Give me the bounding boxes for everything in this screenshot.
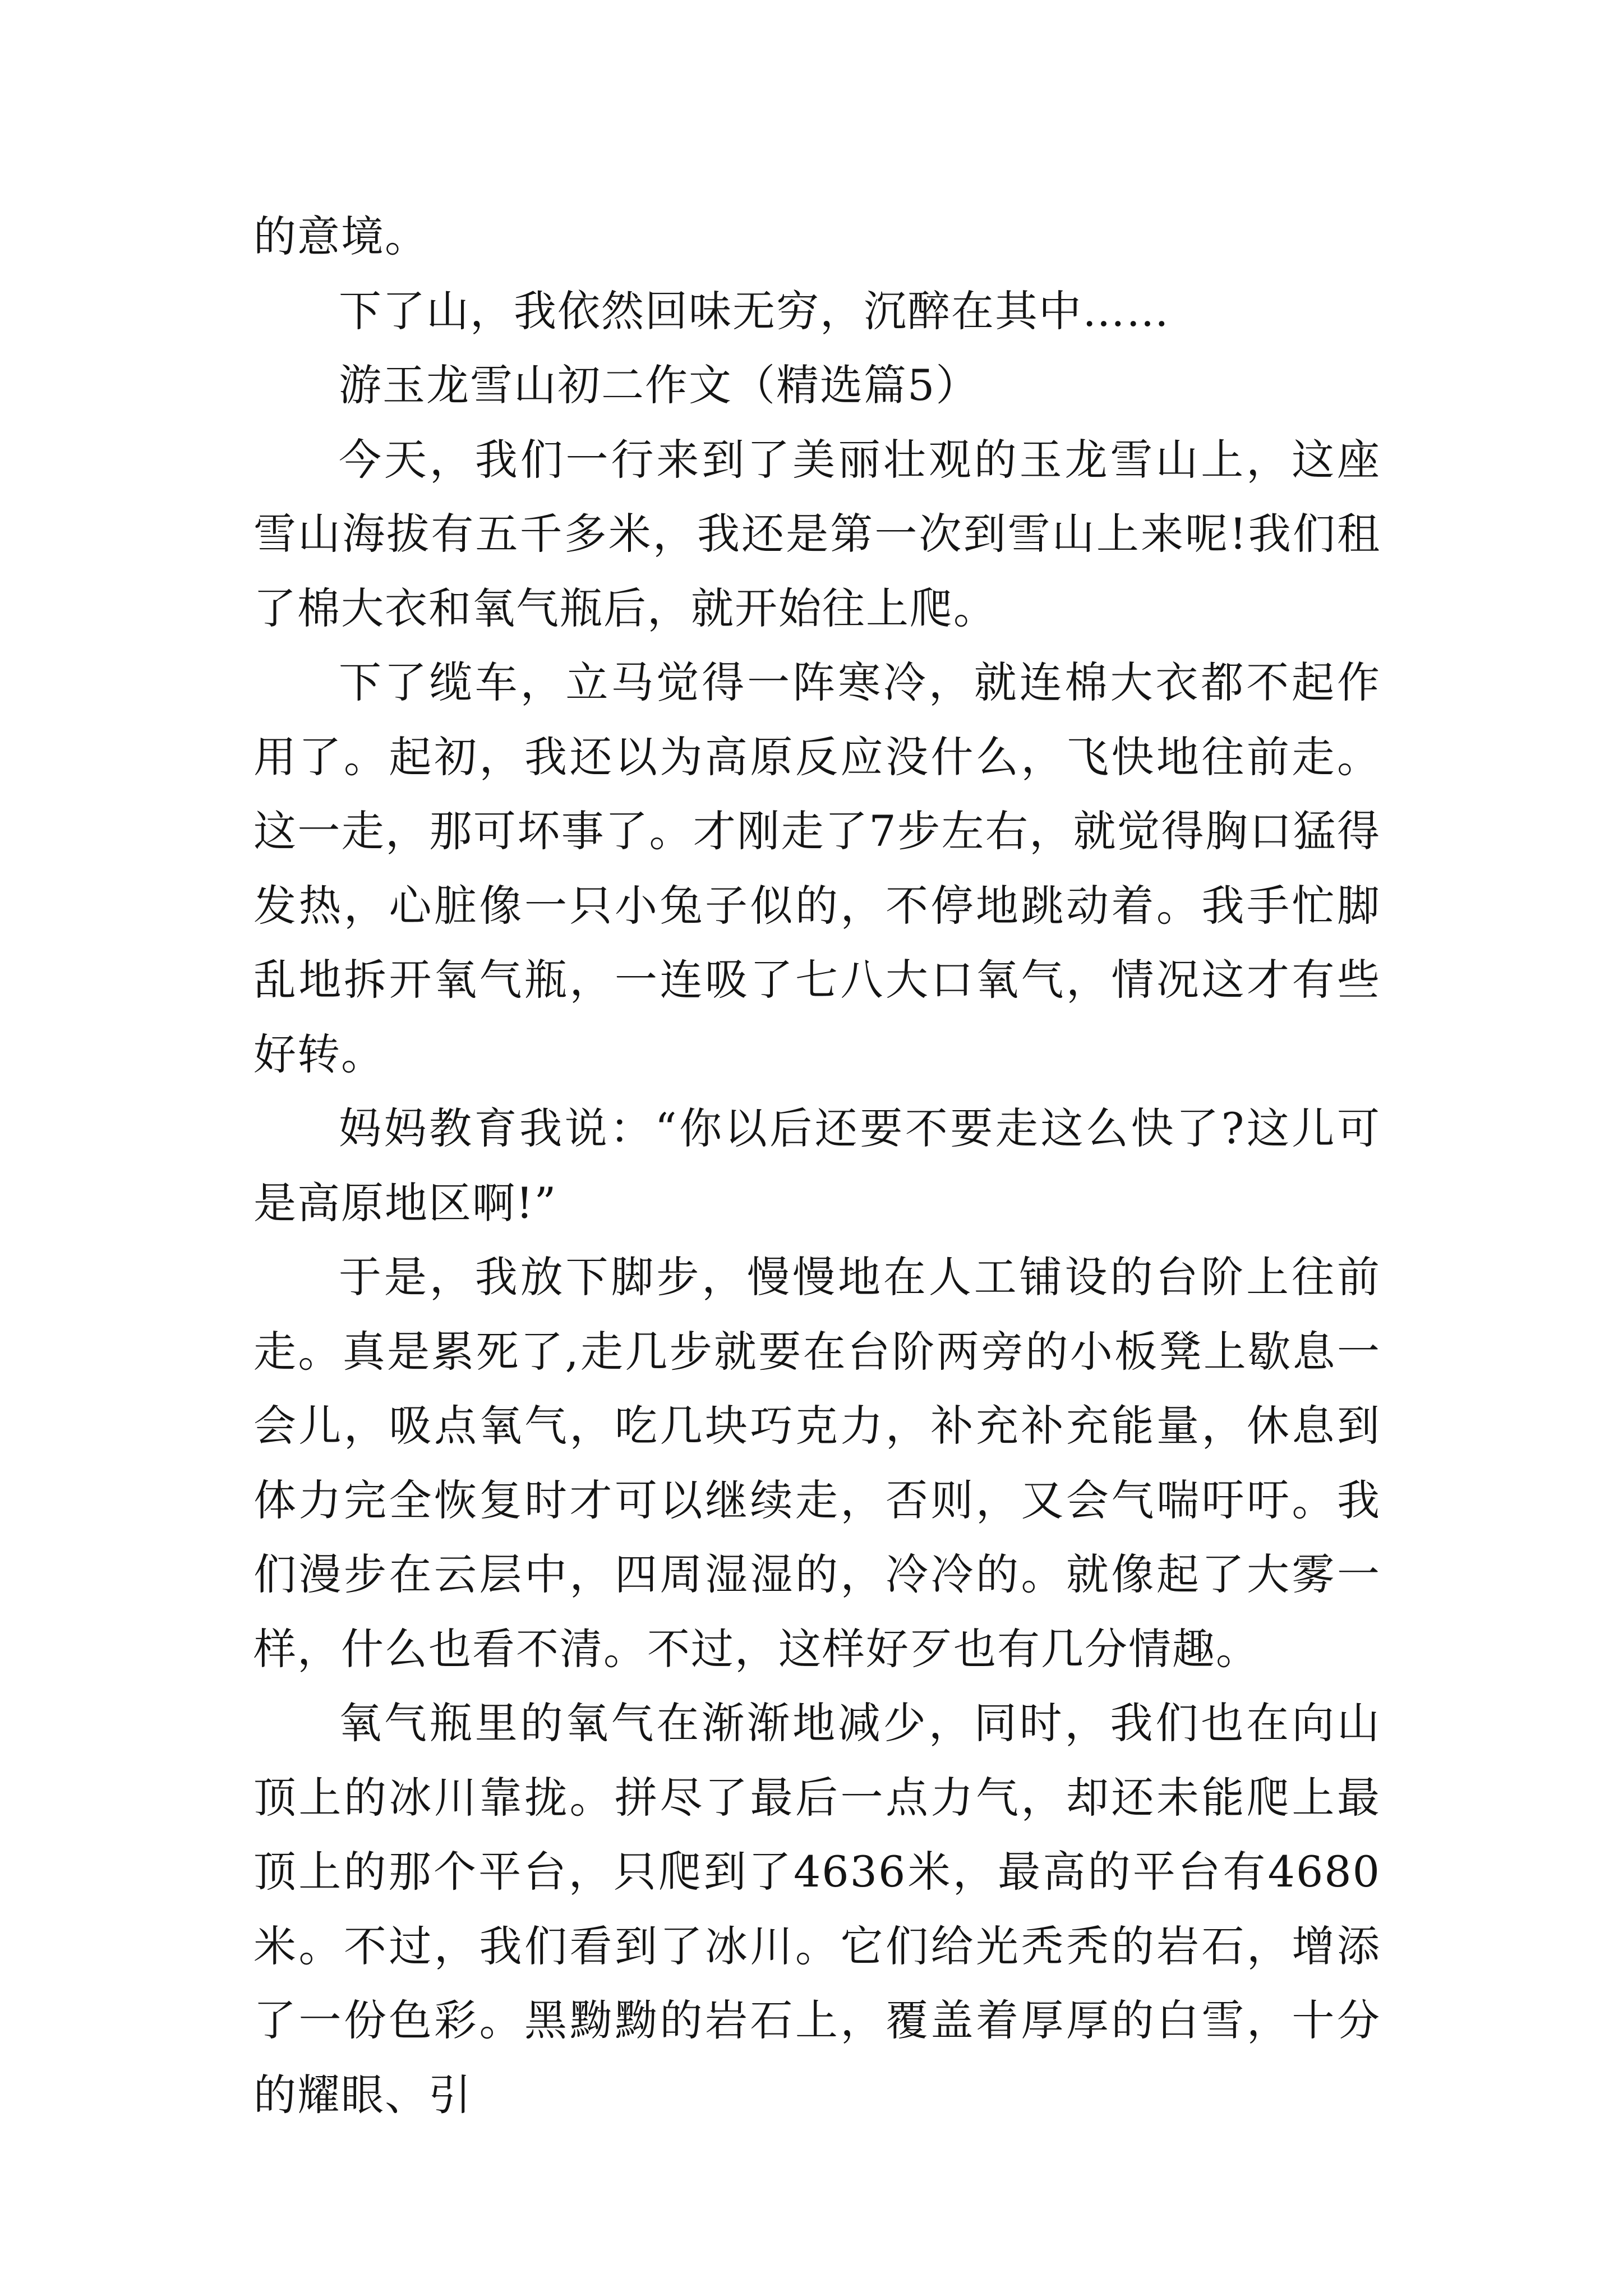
paragraph: 妈妈教育我说：“你以后还要不要走这么快了?这儿可是高原地区啊!” (253, 1103, 1381, 1228)
paragraph: 下了山，我依然回味无穷，沉醉在其中…… (339, 286, 1170, 336)
section-heading: 游玉龙雪山初二作文（精选篇5） (339, 360, 980, 410)
paragraph: 于是，我放下脚步，慢慢地在人工铺设的台阶上往前走。真是累死了,走几步就要在台阶两旁的小板凳上歇息一会儿，吸点氧气，吃几块巧克力，补充补充能量，休息到体力完全恢复时才可以继续走，否则，又会气喘吁吁。我们漫步在云层中，四周湿湿的，冷冷的。就像起了大雾一样，什么也看不清。不过，这样好歹也有几分情趣。 (253, 1252, 1381, 1674)
paragraph: 今天，我们一行来到了美丽壮观的玉龙雪山上，这座雪山海拔有五千多米，我还是第一次到雪山上来呢!我们租了棉大衣和氧气瓶后，就开始往上爬。 (253, 434, 1381, 633)
paragraph: 下了缆车，立马觉得一阵寒冷，就连棉大衣都不起作用了。起初，我还以为高原反应没什么，飞快地往前走。这一走，那可坏事了。才刚走了7步左右，就觉得胸口猛得发热，心脏像一只小兔子似的，不停地跳动着。我手忙脚乱地拆开氧气瓶，一连吸了七八大口氧气，情况这才有些好转。 (253, 657, 1381, 1079)
paragraph: 的意境。 (253, 211, 428, 261)
paragraph: 氧气瓶里的氧气在渐渐地减少，同时，我们也在向山顶上的冰川靠拢。拼尽了最后一点力气，却还未能爬上最顶上的那个平台，只爬到了4636米，最高的平台有4680米。不过，我们看到了冰川。它们给光秃秃的岩石，增添了一份色彩。黑黝黝的岩石上，覆盖着厚厚的白雪，十分的耀眼、引 (253, 1698, 1381, 2120)
article-body (253, 200, 1381, 2132)
